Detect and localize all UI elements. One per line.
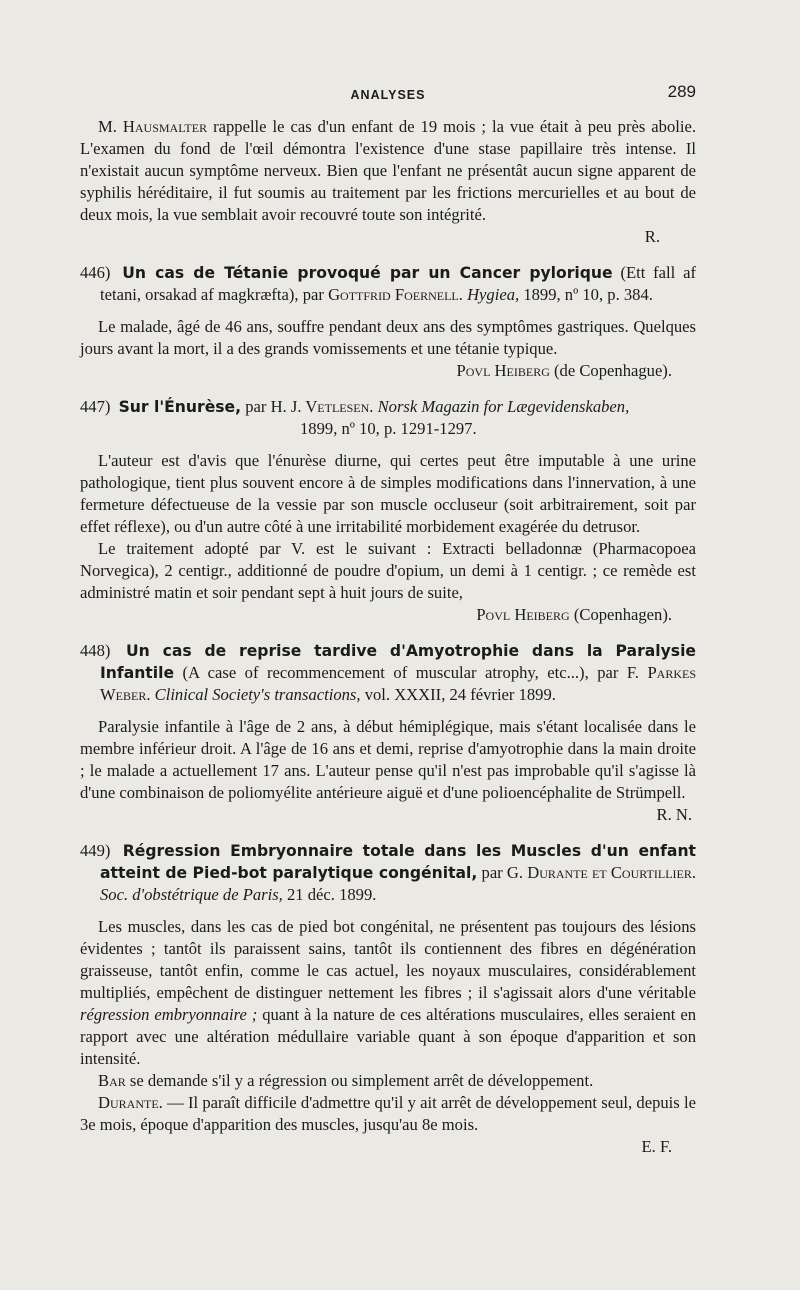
- entry-ref-text: par: [481, 863, 503, 882]
- intro-block: [80, 116, 696, 248]
- signature-place: (de Copenhague).: [554, 361, 672, 380]
- entry-signature: [80, 604, 696, 626]
- entry-body-text: Paralysie infantile à l'âge de 2 ans, à début hémiplégique, mais s'étant localisée dans le membre inférieur droit. A l'âge de 16 ans et demi, reprise d'amyotrophie dans la main droite ; le malade a actuellement 17 ans. L'auteur pense qu'il n'est pas improbable qu'il s'agisse là d'une combinaison de poliomyélite antérieure aiguë et d'une polioencéphalite de Strümpell.: [80, 717, 696, 802]
- running-title: ANALYSES: [350, 88, 426, 102]
- entry-ref-journal: Soc. d'obstétrique de Paris,: [100, 885, 283, 904]
- entry-body-1: L'auteur est d'avis que l'énurèse diurne, qui certes peut être imputable à une urine pathologique, tient plus souvent encore à de simples modifications dans l'innervation, à une fermeture défectueuse de la vessie par son muscle occluseur (soit arbitrairement, soit par effet réflexe), ou d'un autre côté à une irritabilité morbidement exagérée du detrusor.: [80, 451, 696, 536]
- entry-title: Sur l'Énurèse,: [118, 398, 242, 416]
- page-header: [80, 82, 696, 106]
- entry-448: [80, 640, 696, 826]
- entry-ref-text: (Ett fall af tetani, orsakad af magkræfta), par: [100, 263, 696, 304]
- discussant-name: Bar: [98, 1071, 126, 1090]
- entry-heading: [80, 840, 696, 906]
- entry-body-3: [80, 1092, 696, 1136]
- entry-heading: [80, 262, 696, 306]
- entry-ref-author: H. J. Vetlesen.: [270, 397, 374, 416]
- entry-body-text-end: quant à la nature de ces altérations musculaires, elles seraient en rapport avec une altération médullaire variable quant à son époque d'apparition et son intensité.: [80, 1005, 696, 1068]
- entry-ref-text: (A case of recommencement of muscular atrophy, etc...), par: [182, 663, 619, 682]
- entry-body-text: Les muscles, dans les cas de pied bot congénital, ne présentent pas toujours des lésions évidentes ; tantôt ils paraissent sains, tantôt ils contiennent des fibres en dégénération graisseuse, tantôt enfin, comme le cas actuel, les noyaux musculaires, considérablement multipliés, empêchent de distinguer nettement les fibres ; il s'agissait alors d'une véritable: [80, 917, 696, 1002]
- entry-449: [80, 840, 696, 1158]
- entry-number: 449): [80, 841, 111, 860]
- page-number: 289: [667, 82, 696, 101]
- entry-ref-details: vol. XXXII, 24 février 1899.: [364, 685, 556, 704]
- entry-heading: [80, 640, 696, 706]
- entry-ref-text: par: [245, 397, 267, 416]
- entry-body-2: [80, 1070, 696, 1092]
- entry-body: [80, 716, 696, 824]
- entry-number: 446): [80, 263, 111, 282]
- entry-body-2: Le traitement adopté par V. est le suivant : Extracti belladonnæ (Pharmacopoea Norvegica), 2 centigr., additionné de poudre d'opium, un demi à 1 centigr. ; ce remède est administré matin et soir pendant sept à huit jours de suite,: [80, 539, 696, 602]
- discussant-text: — Il paraît difficile d'admettre qu'il y ait arrêt de développement seul, depuis le 3e mois, époque d'apparition des muscles, jusqu'au 8e mois.: [80, 1093, 696, 1134]
- entry-ref-details: 1899, nº 10, p. 1291-1297.: [300, 419, 477, 438]
- entry-ref-details: 21 déc. 1899.: [287, 885, 377, 904]
- entry-ref-journal: Norsk Magazin for Lægevidenskaben,: [377, 397, 630, 416]
- entry-body: [80, 316, 696, 360]
- entry-body-1: [80, 916, 696, 1070]
- intro-text: rappelle le cas d'un enfant de 19 mois ; la vue était à peu près abolie. L'examen du fond de l'œil démontra l'existence d'une stase papillaire très intense. Il n'existait aucun symptôme nerveux. Bien que l'enfant ne présentât aucun signe apparent de syphilis héréditaire, il fut soumis au traitement par les frictions mercurielles et au bout de deux mois, la vue semblait avoir recouvré toute son intégrité.: [80, 117, 696, 224]
- entry-body-text: Le malade, âgé de 46 ans, souffre pendant deux ans des symptômes gastriques. Quelques jours avant la mort, il a des grands vomissements et une tétanie typique.: [80, 317, 696, 358]
- entry-446: [80, 262, 696, 382]
- entry-ref-details: 1899, nº 10, p. 384.: [523, 285, 653, 304]
- entry-ref-journal: Hygiea,: [467, 285, 520, 304]
- entry-title: Régression Embryonnaire totale dans les Muscles d'un enfant atteint de Pied-bot paralytique congénital,: [100, 842, 696, 882]
- entry-number: 447): [80, 397, 111, 416]
- signature-place: (Copenhagen).: [573, 605, 672, 624]
- entry-number: 448): [80, 641, 111, 660]
- entry-title: Un cas de Tétanie provoqué par un Cancer pylorique: [122, 264, 613, 282]
- entry-signature: R. N.: [656, 805, 692, 824]
- entry-ref-author: Gottfrid Foernell.: [328, 285, 463, 304]
- signature-name: Povl Heiberg: [456, 361, 550, 380]
- discussant-text: se demande s'il y a régression ou simplement arrêt de développement.: [129, 1071, 594, 1090]
- entry-signature: E. F.: [641, 1137, 672, 1156]
- entry-ref-author: F. Parkes Weber.: [100, 663, 697, 704]
- signature-name: Povl Heiberg: [476, 605, 570, 624]
- entry-title: Un cas de reprise tardive d'Amyotrophie dans la Paralysie Infantile: [100, 642, 696, 682]
- intro-paragraph: [80, 116, 696, 226]
- discussant-name: Durante.: [98, 1093, 163, 1112]
- entry-ref-author: G. Durante et Courtillier.: [506, 863, 697, 882]
- entry-signature: [80, 360, 696, 382]
- entry-447: [80, 396, 696, 626]
- entry-body-emphasis: régression embryonnaire ;: [80, 1005, 258, 1024]
- intro-signature: R.: [644, 227, 660, 246]
- entry-heading: [80, 396, 696, 440]
- page-content: [80, 116, 696, 1158]
- entry-ref-journal: Clinical Society's transactions,: [154, 685, 361, 704]
- intro-author: M. Hausmalter: [98, 117, 208, 136]
